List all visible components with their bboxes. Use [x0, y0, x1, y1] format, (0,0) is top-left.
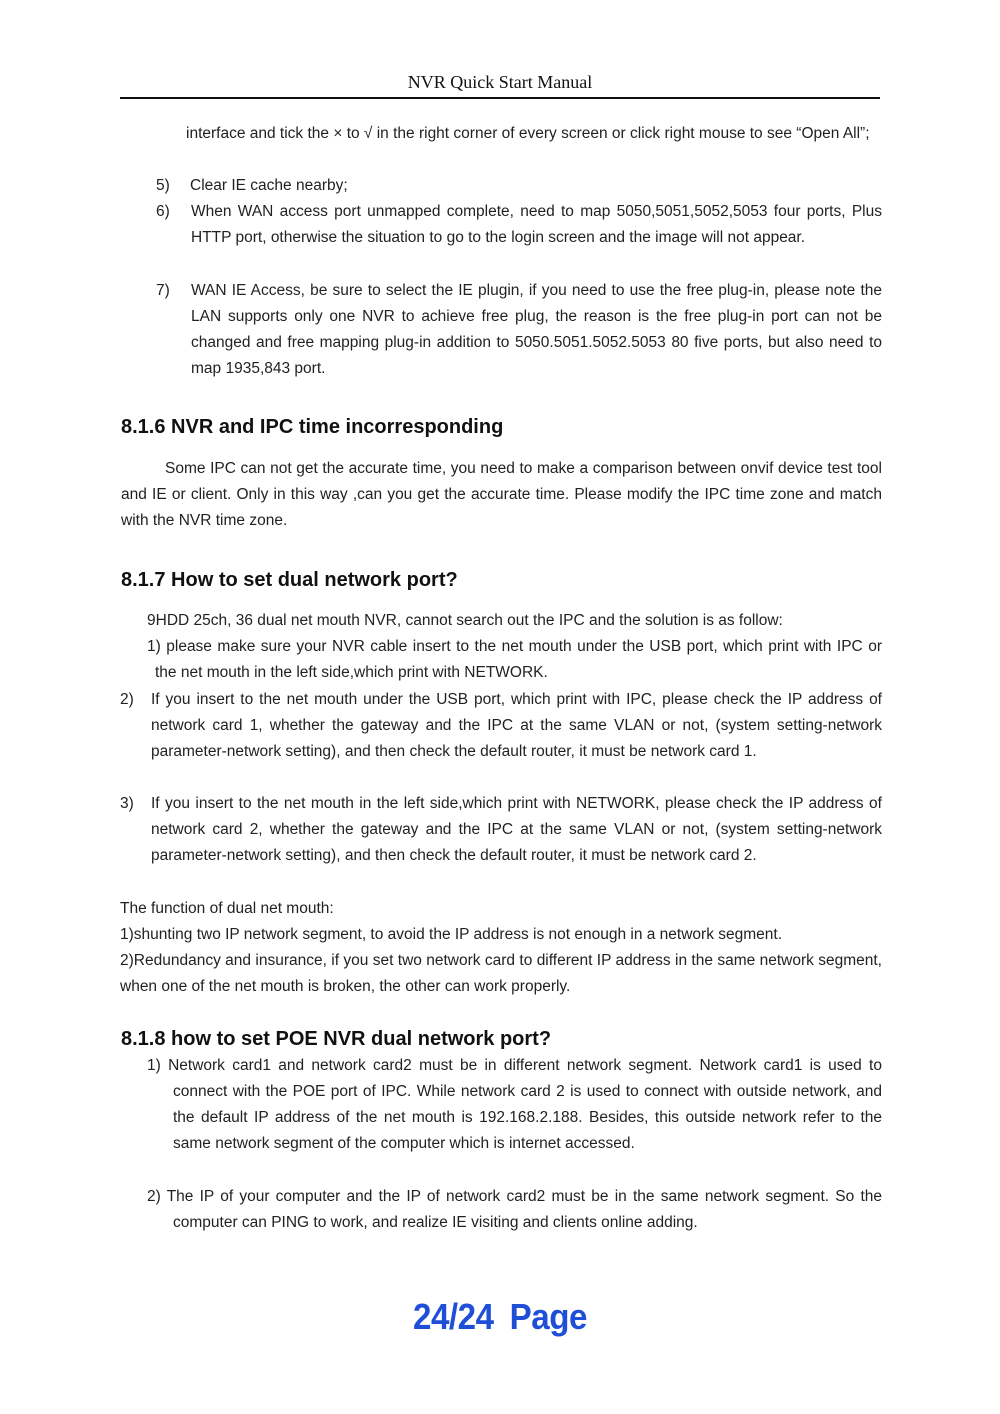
list-item: If you insert to the net mouth in the left side,which print with NETWORK, please check the IP address of network card 2, whether the gateway and the IPC at the same VLAN or not, (system setting-network parameter-network setting), and then check the default router, it must be network card 2. [151, 795, 882, 864]
list-item: 1) please make sure your NVR cable insert to the net mouth under the USB port, which print with IPC or the net mouth in the left side,which print with NETWORK. [147, 638, 882, 681]
list-number: 6) [156, 203, 170, 220]
list-item: 2) The IP of your computer and the IP of network card2 must be in the same network segment. So the computer can PING to work, and realize IE visiting and clients online adding. [147, 1188, 882, 1231]
list-item: When WAN access port unmapped complete, need to map 5050,5051,5052,5053 four ports, Plus HTTP port, otherwise the situation to go to the login screen and the image will not appear. [191, 203, 882, 246]
section-heading-8-1-7: 8.1.7 How to set dual network port? [121, 569, 458, 591]
page-header: NVR Quick Start Manual [120, 72, 880, 99]
list-item: Clear IE cache nearby; [190, 177, 348, 194]
list-number: 7) [156, 282, 170, 299]
function-item: 2)Redundancy and insurance, if you set two network card to different IP address in the same network segment, when one of the net mouth is broken, the other can work properly. [120, 952, 882, 995]
list-item: If you insert to the net mouth under the USB port, which print with IPC, please check the IP address of network card 1, whether the gateway and the IPC at the same VLAN or not, (system setting-network parameter-network setting), and then check the default router, it must be network card 1. [151, 691, 882, 760]
list-continuation: interface and tick the × to √ in the right corner of every screen or click right mouse to see “Open All”; [186, 125, 870, 142]
section-intro: 9HDD 25ch, 36 dual net mouth NVR, cannot search out the IPC and the solution is as follow: [147, 612, 783, 629]
list-item: 1) Network card1 and network card2 must be in different network segment. Network card1 is used to connect with the POE port of IPC. While network card 2 is used to connect with outside network, and the default IP address of the net mouth is 192.168.2.188. Besides, this outside network refer to the same network segment of the computer which is internet accessed. [147, 1057, 882, 1152]
list-number: 3) [120, 795, 134, 812]
section-paragraph: Some IPC can not get the accurate time, you need to make a comparison between onvif device test tool and IE or client. Only in this way ,can you get the accurate time. Please modify the IPC time zone and match with the NVR time zone. [121, 460, 882, 529]
section-heading-8-1-8: 8.1.8 how to set POE NVR dual network port? [121, 1028, 552, 1050]
page-number: 24/24 Page [412, 1296, 587, 1337]
function-title: The function of dual net mouth: [120, 900, 334, 917]
section-heading-8-1-6: 8.1.6 NVR and IPC time incorresponding [121, 416, 504, 438]
function-item: 1)shunting two IP network segment, to avoid the IP address is not enough in a network segment. [120, 926, 783, 943]
list-number: 5) [156, 177, 170, 194]
list-number: 2) [120, 691, 134, 708]
list-item: WAN IE Access, be sure to select the IE plugin, if you need to use the free plug-in, please note the LAN supports only one NVR to achieve free plug, the reason is the free plug-in port can not be changed and free mapping plug-in addition to 5050.5051.5052.5053 80 five ports, but also need to map 1935,843 port. [191, 282, 882, 377]
